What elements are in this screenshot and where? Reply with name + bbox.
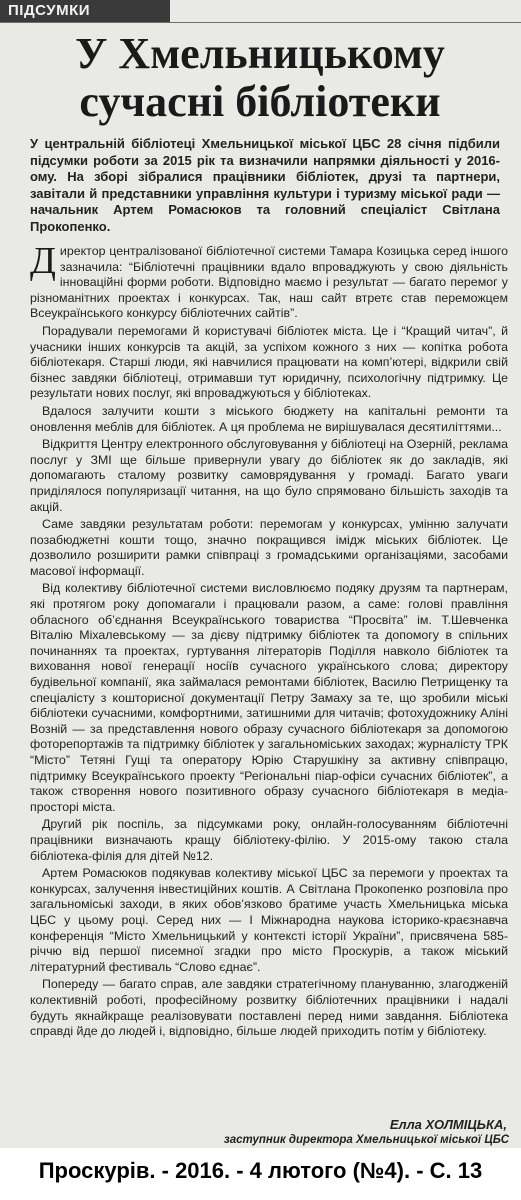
rubric-bar bbox=[0, 0, 521, 23]
body-paragraph-text: иректор централізованої бібліотечної системи Тамара Козицька серед іншого зазначила: “Бібліотечні працівники вдало впроваджують у свою діяльність інноваційні форми роботи. Відповідно маємо і результат — багато перемог у різноманітних проектах і конкурсах. Так, наш сайт втретє став переможцем Всеукраїнського конкурсу бібліотечних сайтів”. bbox=[30, 244, 508, 321]
rubric-label: ПІДСУМКИ bbox=[0, 0, 170, 22]
source-citation: Проскурів. - 2016. - 4 лютого (№4). - С. 13 bbox=[38, 1158, 483, 1183]
body-paragraph: Вдалося залучити кошти з міського бюджету на капітальні ремонти та оновлення меблів для бібліотек. А ця проблема не вирішувалася десятиліттями... bbox=[30, 403, 508, 434]
headline-line-2: сучасні бібліотеки bbox=[79, 77, 441, 126]
body-paragraph: Відкриття Центру електронного обслуговування у бібліотеці на Озерній, реклама послуг у ЗМІ ще більше привернули увагу до бібліотек як до закладів, які допомагають сталому розвитку самоврядування у громаді. Багато уваги приділялося популяризації читання, на що було спрямовано більшість заходів та акцій. bbox=[30, 437, 508, 514]
body-paragraph: Попереду — багато справ, але завдяки стратегічному плануванню, злагодженій колективній роботі, професійному розвитку бібліотечних працівники і надалі будуть якнайкраще реалізовувати поставлені перед ними завдання. Бібліотека справді йде до людей і, відповідно, більше людей приходить потім у бібліотеку. bbox=[30, 977, 508, 1039]
article-body bbox=[30, 240, 508, 1042]
body-paragraph: Саме завдяки результатам роботи: перемогам у конкурсах, умінню залучати позабюджетні кошти тощо, значно покращився імідж міських бібліотек. Це дозволило розширити рамки співпраці з громадськими організаціями, засобами масової інформації. bbox=[30, 517, 508, 578]
lead-paragraph: У центральній бібліотеці Хмельницької міської ЦБС 28 січня підбили підсумки роботи за 2015 рік та визначили напрямки діяльності у 2016-ому. На зборі зібралися працівники бібліотек, друзі та партнери, завітали й представники управління культури і туризму міської ради — начальник Артем Ромасюков та головний спеціаліст Світлана Прокопенко. bbox=[30, 136, 500, 234]
headline bbox=[10, 30, 510, 126]
author-role: заступник директора Хмельницької міської ЦБС bbox=[223, 1134, 509, 1146]
body-paragraph: Артем Ромасюков подякував колективу міської ЦБС за перемоги у проектах та конкурсах, залучення інвестиційних коштів. А Світлана Прокопенко розповіла про загальноміські заходи, в яких обов’язково братиме участь Хмельницька міська ЦБС у цьому році. Серед них — І Міжнародна наукова історико-краєзнавча конференція “Місто Хмельницький у контексті історії України”, присвячена 585-річчю від першої писемної згадки про місто Проскурів, а також міський літературний фестиваль “Слово єднає”. bbox=[30, 866, 508, 974]
headline-line-1: У Хмельницькому bbox=[75, 29, 445, 78]
body-paragraph: Порадували перемогами й користувачі бібліотек міста. Це і “Кращий читач”, й учасники інших конкурсів та акцій, за успіхом кожного з них — копітка робота бібліотекаря. Старші люди, які навчилися працювати на комп’ютері, відкрили свій бізнес завдяки бібліотеці, отримавши тут юридичну, психологічну підтримку. Це результати нових послуг, які впроваджуються у бібліотеках. bbox=[30, 323, 508, 401]
drop-cap: Д bbox=[30, 240, 56, 282]
body-paragraph bbox=[30, 240, 508, 322]
author-name: Елла ХОЛМІЦЬКА, bbox=[389, 1117, 507, 1132]
body-paragraph: Другий рік поспіль, за підсумками року, онлайн-голосуванням бібліотечні працівники визначають кращу бібліотеку-філію. У 2015-ому такою стала бібліотека-філія для дітей №12. bbox=[30, 817, 508, 863]
body-paragraph: Від колективу бібліотечної системи висловлюємо подяку друзям та партнерам, які протягом року допомагали і працювали разом, а саме: голові правління обласного об’єднання Всеукраїнського товариства “Просвіта” ім. Т.Шевченка Віталію Міхалевському — за дієву підтримку бібліотек та допомогу в спільних починаннях та проектах, гуртування літераторів Поділля навколо бібліотек та виховання нової генерації носіїв сучасного українського слова; директору будівельної компанії, яка займалася ремонтами бібліотек, Василю Петрищенку та спеціалісту з кошторисної документації Петру Замаху за те, що зробили міські бібліотеки сучасними, комфортними, затишними для читачів; фотохудожнику Аліні Возній — за представлення нового образу сучасного бібліотекаря за допомогою фоторепортажів та підтримку бібліотек у загальноміських заходах; журналісту ТРК “Місто” Тетяні Гущі та оператору Юрію Старушкіну за активну співпрацю, підтримку Всеукраїнського проекту “Регіональні піар-офіси сучасних бібліотек”, а також створення нового позитивного образу сучасного бібліотекаря в медіа-просторі міста. bbox=[30, 581, 508, 814]
